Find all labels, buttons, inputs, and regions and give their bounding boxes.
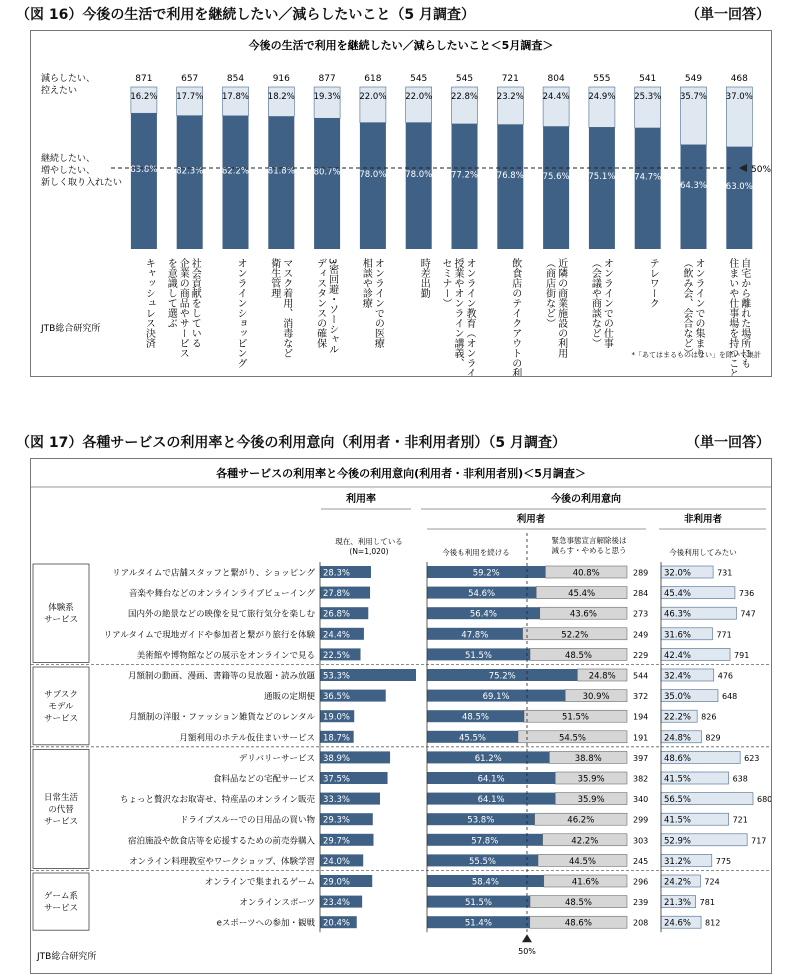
item-label: 国内外の絶景などの映像を見て旅行気分を楽しむ [127, 609, 315, 620]
data-label-usage: 28.3% [323, 568, 351, 579]
n-label: 721 [501, 74, 519, 84]
category-label: （商店街など） [543, 258, 555, 328]
category-label: オンラインでの集まり [693, 258, 704, 358]
bar-continue [223, 116, 249, 249]
item-label: 美術館や博物館などの展示をオンラインで見る [136, 650, 315, 661]
n-nonuser-label: 731 [717, 568, 733, 578]
bar-continue [360, 123, 386, 249]
data-label-continue: 74.7% [634, 172, 662, 183]
category-label: 企業の商品やサービス [177, 258, 189, 358]
category-label: マスク着用、消毒など [280, 258, 292, 358]
item-label: 月額利用のホテル仮住まいサービス [179, 733, 315, 744]
data-label-continue: 80.7% [313, 167, 341, 178]
chart-16-title: 今後の生活で利用を継続したい／減らしたいこと＜5月調査＞ [248, 39, 554, 52]
data-label-try: 32.0% [664, 568, 692, 579]
category-label-group [681, 258, 705, 358]
data-label-reduce: 22.8% [450, 92, 479, 102]
n-nonuser-label: 747 [740, 609, 756, 619]
category-label: （会議や商談など） [589, 258, 601, 348]
data-label-reduce: 44.5% [568, 856, 597, 867]
data-label-continue: 76.8% [496, 170, 524, 181]
data-label-reduce: 35.9% [577, 795, 605, 806]
data-label-usage: 53.3% [323, 671, 351, 682]
n-nonuser-label: 717 [751, 836, 767, 846]
item-label: ちょっと贅沢なお取寄せ、特産品のオンライン販売 [120, 795, 315, 806]
bar-continue [452, 124, 478, 249]
category-label: オンラインでの医療 [372, 258, 384, 348]
data-label-reduce: 38.8% [574, 753, 602, 764]
n-label: 854 [226, 74, 245, 84]
data-label-usage: 20.4% [323, 918, 351, 929]
item-label: 通販の定期便 [263, 692, 315, 703]
group-label-line: サービス [43, 816, 79, 827]
category-label: 3密回避・ソーシャル [326, 258, 338, 355]
data-label-usage: 29.0% [323, 877, 351, 888]
group-label-line: サブスク [44, 689, 78, 700]
y-label-continue-line: 増やしたい、 [41, 166, 96, 176]
figure-16-title: （図 16）今後の生活で利用を継続したい／減らしたいこと（5 月調査） [16, 7, 475, 23]
category-label-group [544, 258, 568, 359]
n-nonuser-label: 829 [705, 733, 721, 743]
data-label-try: 41.5% [664, 815, 692, 826]
item-label: 音楽や舞台などのオンラインライブビューイング [128, 589, 315, 600]
n-user-label: 191 [633, 733, 649, 743]
data-label-continue: 82.2% [221, 166, 250, 177]
data-label-continue: 82.3% [176, 166, 204, 177]
n-nonuser-label: 791 [734, 650, 750, 660]
n-label: 545 [455, 74, 474, 84]
n-nonuser-label: 781 [699, 898, 715, 908]
data-label-continue: 75.6% [542, 171, 570, 182]
bar-continue [681, 145, 707, 249]
n-nonuser-label: 775 [715, 856, 732, 866]
n-nonuser-label: 680 [757, 795, 771, 805]
category-label: 飲食店のテイクアウトの利用 [509, 258, 521, 376]
header-usage-rate: 利用率 [346, 494, 376, 505]
group-label-line: サービス [43, 615, 79, 626]
chart-16-note: *「あてはまるものはない」を除いて集計 [631, 351, 761, 359]
data-label-reduce: 17.8% [221, 92, 250, 102]
group-label-line: ゲーム系 [43, 891, 79, 902]
n-user-label: 245 [633, 856, 649, 866]
data-label-usage: 23.4% [323, 898, 351, 909]
header-reduce-line: 減らす・やめると思う [551, 546, 627, 555]
n-label: 618 [364, 74, 382, 84]
header-current-use-line: (N=1,020) [349, 547, 389, 556]
data-label-continue: 64.1% [477, 795, 505, 806]
data-label-reduce: 41.6% [571, 877, 599, 888]
category-label-group [418, 257, 430, 298]
n-user-label: 397 [633, 753, 649, 763]
category-label: オンラインでの仕事 [601, 258, 613, 348]
group-label-line: の代替 [48, 804, 74, 815]
reference-marker [522, 934, 532, 942]
data-label-usage: 37.5% [323, 774, 351, 785]
data-label-try: 24.2% [664, 877, 692, 888]
data-label-try: 41.5% [664, 774, 692, 785]
data-label-try: 42.4% [664, 650, 692, 661]
group-label-line: サービス [43, 903, 79, 914]
data-label-usage: 27.8% [323, 589, 351, 600]
n-user-label: 340 [633, 795, 649, 805]
header-current-use-line: 現在、利用している [335, 537, 403, 546]
group-label [44, 792, 79, 827]
category-label: ディスタンスの確保 [314, 258, 326, 348]
item-label: リアルタイムで店舗スタッフと繋がり、ショッピング [112, 568, 315, 579]
chart-17-source: JTB総合研究所 [37, 952, 97, 962]
figure-17-header [0, 428, 800, 452]
item-label: 月額制の洋服・ファッション雑貨などのレンタル [128, 712, 315, 723]
category-label: 社会貢献をしている [189, 258, 201, 348]
n-label: 545 [410, 74, 428, 84]
group-label [44, 891, 79, 914]
data-label-reduce: 17.7% [176, 92, 204, 102]
data-label-continue: 83.8% [130, 165, 158, 176]
n-user-label: 229 [633, 650, 649, 660]
data-label-reduce: 48.5% [564, 650, 593, 661]
data-label-continue: 55.5% [468, 856, 497, 867]
category-label: 衛生管理 [268, 258, 280, 298]
category-label-group [589, 258, 613, 348]
data-label-continue: 64.3% [679, 180, 708, 191]
figure-16-header [0, 0, 800, 24]
data-label-continue: 78.0% [359, 169, 387, 180]
item-label: リアルタイムで現地ガイドや参加者と繋がり旅行を体験 [103, 630, 315, 641]
header-current-use [335, 536, 403, 556]
n-nonuser-label: 648 [721, 692, 738, 702]
data-label-reduce: 35.9% [577, 774, 605, 785]
bar-continue [177, 116, 203, 249]
header-continue: 今後も利用を続ける [442, 548, 510, 557]
data-label-reduce: 40.8% [572, 568, 600, 579]
data-label-reduce: 23.2% [496, 92, 524, 102]
n-user-label: 239 [633, 898, 649, 908]
data-label-usage: 22.5% [323, 650, 351, 661]
data-label-usage: 26.8% [323, 609, 351, 620]
header-want-to-try: 今後利用してみたい [669, 548, 737, 557]
data-label-usage: 29.7% [323, 836, 351, 847]
data-label-continue: 78.0% [405, 169, 433, 180]
data-label-reduce: 46.2% [567, 815, 595, 826]
item-label: ドライブスルーでの日用品の買い物 [179, 815, 315, 826]
data-label-try: 48.6% [664, 753, 692, 764]
data-label-continue: 54.6% [468, 589, 496, 600]
data-label-continue: 69.1% [482, 692, 510, 703]
n-nonuser-label: 721 [732, 815, 748, 825]
category-label: 授業やオンライン講義、 [452, 258, 463, 368]
data-label-try: 32.4% [664, 671, 692, 682]
data-label-continue: 45.5% [458, 733, 487, 744]
data-label-try: 35.0% [664, 692, 692, 703]
category-label-group [315, 258, 339, 355]
data-label-continue: 63.0% [725, 181, 753, 192]
n-user-label: 544 [633, 671, 649, 681]
data-label-continue: 81.8% [267, 166, 295, 177]
header-reduce [552, 535, 627, 555]
data-label-continue: 75.1% [588, 172, 616, 183]
reference-label: 50% [751, 165, 771, 175]
n-user-label: 303 [633, 836, 649, 846]
n-label: 877 [318, 74, 336, 84]
data-label-try: 52.9% [664, 836, 692, 847]
reference-label: 50% [518, 947, 536, 957]
bar-continue [726, 147, 752, 249]
n-label: 657 [181, 74, 199, 84]
item-label: 月額制の動画、漫画、書籍等の見放題・読み放題 [127, 671, 315, 682]
y-label-continue-line: 継続したい、 [41, 154, 96, 164]
item-label: 宿泊施設や飲食店等を応援するための前売券購入 [127, 836, 315, 847]
category-label: 自宅から離れた場所にも [738, 258, 750, 368]
data-label-continue: 59.2% [472, 568, 500, 579]
group-label [44, 690, 78, 724]
data-label-continue: 48.5% [461, 712, 490, 723]
data-label-reduce: 22.0% [359, 92, 387, 102]
n-label: 555 [593, 74, 611, 84]
item-label: eスポーツへの参加・観戦 [216, 918, 315, 929]
data-label-continue: 75.2% [488, 671, 516, 682]
n-nonuser-label: 623 [744, 753, 760, 763]
chart-17-title: 各種サービスの利用率と今後の利用意向(利用者・非利用者別)＜5月調査＞ [216, 467, 586, 480]
n-nonuser-label: 638 [732, 774, 748, 784]
data-label-usage: 19.0% [323, 712, 351, 723]
data-label-usage: 38.9% [323, 753, 351, 764]
category-label: 住まいや仕事場を持つこと [726, 258, 738, 376]
category-label: オンラインショッピング [235, 258, 246, 368]
n-nonuser-label: 812 [705, 918, 721, 928]
n-user-label: 249 [633, 630, 649, 640]
item-label: オンライン料理教室やワークショップ、体験学習 [129, 856, 315, 867]
y-label-reduce [41, 72, 95, 96]
n-label: 468 [730, 74, 748, 84]
bar-continue [314, 118, 340, 249]
data-label-try: 24.8% [664, 733, 692, 744]
bar-continue [635, 128, 661, 249]
bar-continue [131, 113, 157, 249]
n-label: 541 [639, 74, 657, 84]
data-label-reduce: 22.0% [405, 92, 433, 102]
y-label-continue-line: 新しく取り入れたい [41, 178, 123, 188]
data-label-continue: 64.1% [477, 774, 505, 785]
data-label-reduce: 30.9% [582, 692, 610, 703]
figure-17-answer-type: （単一回答） [686, 435, 770, 451]
data-label-try: 21.3% [664, 898, 692, 909]
bar-continue [268, 116, 294, 249]
category-label: セミナー） [440, 258, 451, 308]
y-label-reduce-line: 控えたい [41, 86, 78, 96]
n-user-label: 284 [633, 589, 649, 599]
category-label: テレワーク [647, 258, 659, 308]
data-label-continue: 77.2% [450, 170, 479, 181]
data-label-try: 45.4% [664, 589, 692, 600]
n-nonuser-label: 826 [701, 712, 717, 722]
category-label: 相談や診療 [360, 258, 372, 308]
bar-continue [589, 127, 615, 249]
header-reduce-line: 緊急事態宣言解除後は [551, 536, 627, 545]
data-label-reduce: 43.6% [569, 609, 597, 620]
group-label-line: モデル [48, 701, 74, 712]
data-label-reduce: 48.5% [564, 898, 593, 909]
data-label-reduce: 25.3% [634, 92, 662, 102]
data-label-reduce: 37.0% [725, 92, 753, 102]
n-label: 871 [135, 74, 153, 84]
bar-continue [543, 127, 569, 249]
n-user-label: 372 [633, 692, 649, 702]
category-label-group [440, 257, 476, 376]
data-label-reduce: 45.4% [568, 589, 596, 600]
figure-16-answer-type: （単一回答） [686, 7, 770, 23]
category-label-group [269, 257, 293, 358]
data-label-reduce: 24.4% [542, 92, 570, 102]
data-label-continue: 61.2% [474, 753, 502, 764]
data-label-continue: 51.5% [464, 898, 493, 909]
n-user-label: 289 [633, 568, 649, 578]
category-label-group [165, 257, 201, 358]
data-label-try: 31.6% [664, 630, 692, 641]
chart-17-svg [31, 459, 771, 973]
data-label-reduce: 19.3% [313, 92, 341, 102]
category-label: 近隣の商業施設の利用 [555, 258, 567, 358]
figure-17-title: （図 17）各種サービスの利用率と今後の利用意向（利用者・非利用者別）（5 月調査） [16, 435, 566, 451]
data-label-try: 56.5% [664, 795, 692, 806]
header-intention: 今後の利用意向 [551, 494, 621, 505]
category-label: （飲み会、会合など） [681, 258, 692, 358]
category-label: を意識して選ぶ [165, 258, 177, 328]
n-user-label: 296 [633, 877, 649, 887]
data-label-continue: 57.8% [471, 836, 499, 847]
data-label-continue: 56.4% [469, 609, 497, 620]
header-users: 利用者 [516, 514, 546, 525]
header-nonusers: 非利用者 [683, 514, 723, 525]
n-user-label: 208 [633, 918, 649, 928]
group-label-line: サービス [43, 713, 79, 724]
data-label-try: 46.3% [664, 609, 692, 620]
data-label-reduce: 16.2% [130, 92, 158, 102]
n-label: 804 [547, 74, 565, 84]
bar-continue [406, 123, 432, 249]
data-label-usage: 24.4% [323, 630, 351, 641]
data-label-continue: 47.8% [461, 630, 489, 641]
data-label-continue: 58.4% [471, 877, 499, 888]
chart-16-source: JTB総合研究所 [41, 324, 101, 334]
category-label: キャッシュレス決済 [143, 258, 155, 348]
n-nonuser-label: 736 [738, 589, 755, 599]
data-label-continue: 51.5% [464, 650, 493, 661]
category-label: 時差出勤 [418, 258, 430, 298]
category-label-group [143, 258, 155, 349]
data-label-reduce: 51.5% [561, 712, 590, 723]
category-label-group [235, 258, 246, 368]
chart-16-svg [31, 31, 771, 376]
data-label-reduce: 24.9% [588, 92, 616, 102]
n-user-label: 299 [633, 815, 649, 825]
category-label-group [647, 258, 658, 308]
data-label-continue: 53.8% [467, 815, 495, 826]
data-label-reduce: 42.2% [571, 836, 599, 847]
data-label-usage: 29.3% [323, 815, 351, 826]
data-label-reduce: 18.2% [267, 92, 295, 102]
y-label-reduce-line: 減らしたい、 [41, 74, 96, 84]
data-label-usage: 33.3% [323, 795, 351, 806]
n-user-label: 194 [633, 712, 649, 722]
category-label: オンライン教育（オンライン [464, 258, 475, 376]
category-label-group [360, 257, 384, 348]
n-user-label: 382 [633, 774, 649, 784]
figure-17-chart [30, 458, 772, 974]
data-label-continue: 51.4% [464, 918, 492, 929]
data-label-usage: 24.0% [323, 856, 351, 867]
data-label-reduce: 24.8% [588, 671, 616, 682]
item-label: オンラインで集まれるゲーム [204, 877, 315, 888]
data-label-try: 24.6% [664, 918, 692, 929]
data-label-try: 31.2% [664, 856, 692, 867]
n-nonuser-label: 476 [717, 671, 734, 681]
item-label: 食料品などの宅配サービス [212, 774, 315, 785]
n-nonuser-label: 724 [704, 877, 720, 887]
data-label-reduce: 52.2% [561, 630, 589, 641]
bar-continue [497, 125, 523, 249]
y-label-continue [41, 152, 122, 188]
category-label-group [510, 257, 522, 376]
data-label-try: 22.2% [664, 712, 692, 723]
n-label: 549 [684, 74, 703, 84]
data-label-usage: 18.7% [323, 733, 351, 744]
data-label-reduce: 35.7% [679, 92, 708, 102]
data-label-reduce: 48.6% [564, 918, 592, 929]
data-label-usage: 36.5% [323, 692, 351, 703]
n-nonuser-label: 771 [716, 630, 732, 640]
n-label: 916 [272, 74, 290, 84]
data-label-reduce: 54.5% [558, 733, 587, 744]
figure-16-chart [30, 30, 772, 377]
n-user-label: 273 [633, 609, 649, 619]
group-label-line: 体験系 [48, 603, 74, 614]
item-label: オンラインスポーツ [239, 898, 315, 909]
group-label [44, 602, 78, 625]
group-label-line: 日常生活 [43, 792, 79, 803]
item-label: デリバリーサービス [238, 753, 315, 764]
